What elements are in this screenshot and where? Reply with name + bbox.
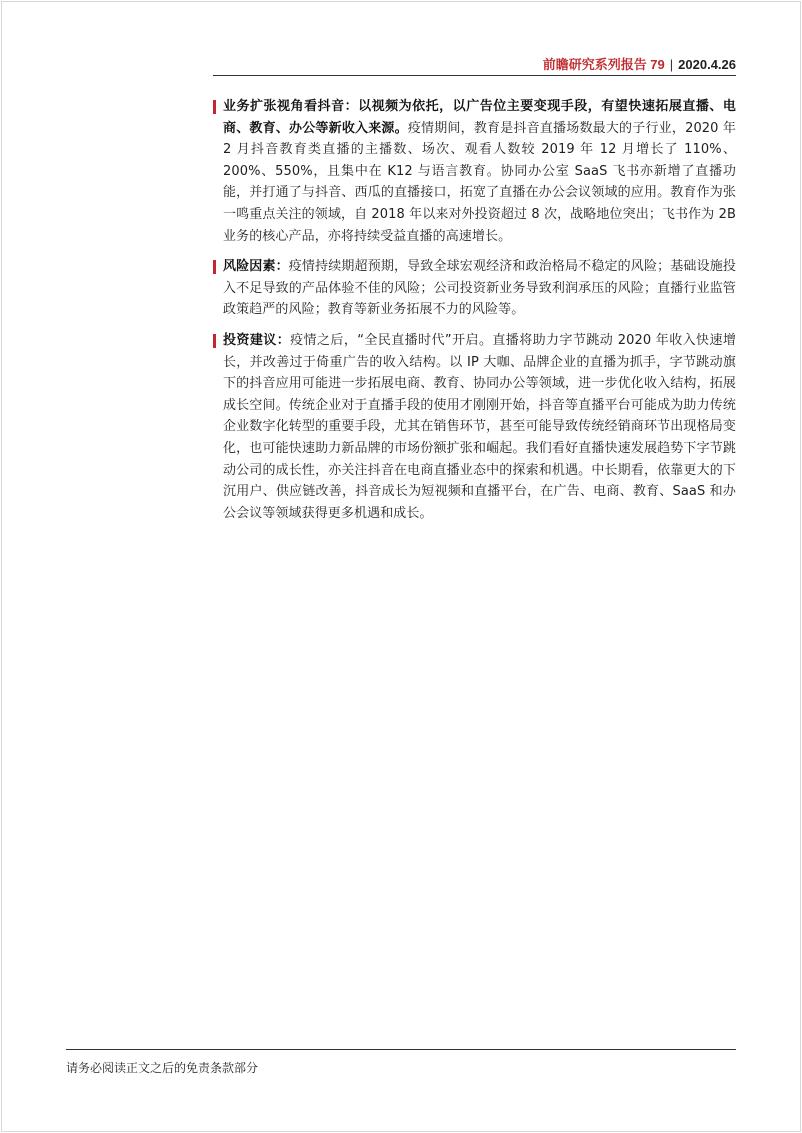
paragraph-text: 疫情持续期超预期，导致全球宏观经济和政治格局不稳定的风险；基础设施投入不足导致的产品体验不佳的风险；公司投资新业务导致利润承压的风险；直播行业监管政策趋严的风险；教育等新业务拓展不力的风险等。 xyxy=(223,259,736,318)
footer-divider xyxy=(66,1049,736,1050)
report-body xyxy=(213,96,736,533)
paragraph-text: 疫情期间，教育是抖音直播场数最大的子行业，2020 年 2 月抖音教育类直播的主播数、场次、观看人数较 2019 年 12 月增长了 110%、200%、550%，且集中在 K12 与语言教育。协同办公室 SaaS 飞书亦新增了直播功能，并打通了与抖音、西瓜的直播接口，拓宽了直播在办公会议领域的应用。教育作为张一鸣重点关注的领域，自 2018 年以来对外投资超过 8 次，战略地位突出；飞书作为 2B 业务的核心产品，亦将持续受益直播的高速增长。 xyxy=(223,120,736,244)
paragraph-marker-icon xyxy=(213,334,216,348)
paragraph-text: 疫情之后，“全民直播时代”开启。直播将助力字节跳动 2020 年收入快速增长，并改善过于倚重广告的收入结构。以 IP 大咖、品牌企业的直播为抓手，字节跳动旗下的抖音应用可能进一步拓展电商、教育、协同办公等领域，进一步优化收入结构，拓展成长空间。传统企业对于直播手段的使用才刚刚开始，抖音等直播平台可能成为助力传统企业数字化转型的重要手段，尤其在销售环节，甚至可能导致传统经销商环节出现格局变化，也可能快速助力新品牌的市场份额扩张和崛起。我们看好直播快速发展趋势下字节跳动公司的成长性，亦关注抖音在电商直播业态中的探索和机遇。中长期看，依靠更大的下沉用户、供应链改善，抖音成长为短视频和直播平台，在广告、电商、教育、SaaS 和办公会议等领域获得更多机遇和成长。 xyxy=(223,332,736,521)
paragraph-investment-advice xyxy=(213,330,736,524)
report-header xyxy=(543,54,736,73)
header-divider xyxy=(213,75,736,76)
report-date: 2020.4.26 xyxy=(678,57,736,72)
paragraph-lead: 投资建议： xyxy=(223,332,291,348)
paragraph-business-expansion xyxy=(213,96,736,247)
header-separator: | xyxy=(669,57,674,72)
paragraph-lead: 风险因素： xyxy=(223,259,289,275)
report-series-title: 前瞻研究系列报告 79 xyxy=(542,57,665,72)
paragraph-marker-icon xyxy=(213,260,216,274)
footer-disclaimer: 请务必阅读正文之后的免责条款部分 xyxy=(66,1061,259,1075)
paragraph-marker-icon xyxy=(213,100,216,114)
paragraph-lead: 业务扩张视角看抖音：以视频为依托，以广告位主要变现手段，有望快速拓展直播、电商、教育、办公等新收入来源。 xyxy=(223,99,736,136)
paragraph-risk-factors xyxy=(213,256,736,321)
